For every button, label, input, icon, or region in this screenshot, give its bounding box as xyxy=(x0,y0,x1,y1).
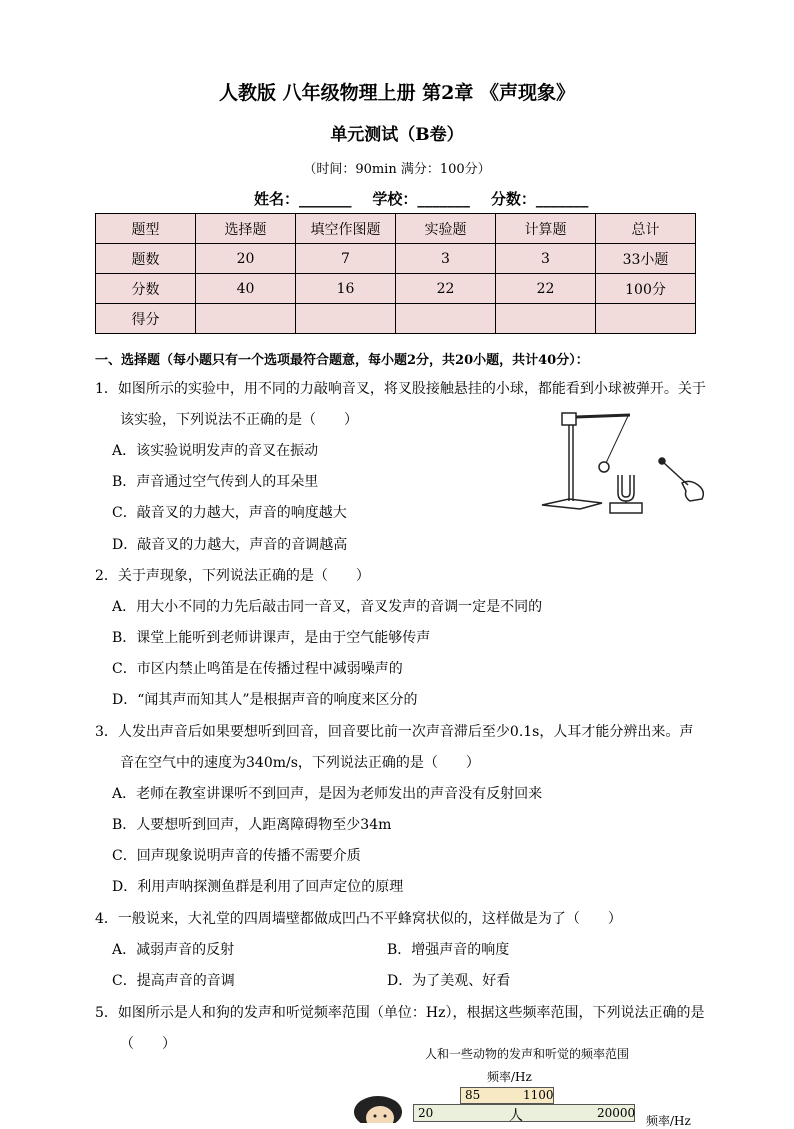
tuning-fork-figure xyxy=(540,405,710,520)
question-5-stem-cont: （ ） xyxy=(120,1036,176,1052)
score-input-cell[interactable] xyxy=(596,304,696,334)
table-row xyxy=(96,244,696,274)
stand-base xyxy=(542,499,602,509)
table-cell: 计算题 xyxy=(496,214,596,244)
hearing-low: 20 xyxy=(418,1106,434,1120)
question-1-stem-cont: 该实验，下列说法不正确的是（ ） xyxy=(120,412,358,428)
q2-option-b[interactable]: B．课堂上能听到老师讲课声，是由于空气能够传声 xyxy=(112,630,431,646)
table-cell: 22 xyxy=(396,274,496,304)
q4-option-c[interactable]: C．提高声音的音调 xyxy=(112,973,235,989)
human-face-icon xyxy=(350,1090,406,1123)
hearing-high: 20000 xyxy=(597,1106,636,1120)
section-heading: 一、选择题（每小题只有一个选项最符合题意，每小题2分，共20小题，共计40分）： xyxy=(95,353,589,368)
frequency-axis-label: 频率/Hz xyxy=(487,1070,532,1084)
q1-option-c[interactable]: C．敲音叉的力越大，声音的响度越大 xyxy=(112,505,347,521)
school-field[interactable]: 学校：_______ xyxy=(372,190,470,208)
table-cell: 总计 xyxy=(596,214,696,244)
table-cell: 题数 xyxy=(96,244,196,274)
q4-option-d[interactable]: D．为了美观、好看 xyxy=(387,973,511,989)
q1-option-b[interactable]: B．声音通过空气传到人的耳朵里 xyxy=(112,474,319,490)
student-info xyxy=(254,188,588,209)
page-subtitle: 单元测试（B卷） xyxy=(330,125,464,145)
q2-option-a[interactable]: A．用大小不同的力先后敲击同一音叉，音叉发声的音调一定是不同的 xyxy=(112,599,543,615)
table-cell: 得分 xyxy=(96,304,196,334)
voice-low: 85 xyxy=(465,1088,481,1102)
question-5-stem: 5．如图所示是人和狗的发声和听觉频率范围（单位：Hz），根据这些频率范围，下列说法正确的是 xyxy=(95,1005,705,1021)
ball xyxy=(599,462,609,472)
q3-option-a[interactable]: A．老师在教室讲课听不到回声，是因为老师发出的声音没有反射回来 xyxy=(112,786,543,802)
table-cell: 40 xyxy=(196,274,296,304)
q4-option-b[interactable]: B．增强声音的响度 xyxy=(387,942,510,958)
q3-option-d[interactable]: D．利用声呐探测鱼群是利用了回声定位的原理 xyxy=(112,879,404,895)
q4-option-a[interactable]: A．减弱声音的反射 xyxy=(112,942,235,958)
question-1-stem: 1．如图所示的实验中，用不同的力敲响音叉，将叉股接触悬挂的小球，都能看到小球被弹开。关于 xyxy=(95,381,706,397)
q2-option-c[interactable]: C．市区内禁止鸣笛是在传播过程中减弱噪声的 xyxy=(112,661,403,677)
name-field[interactable]: 姓名：_______ xyxy=(254,190,352,208)
frequency-figure-title: 人和一些动物的发声和听觉的频率范围 xyxy=(425,1047,630,1061)
score-table xyxy=(95,213,696,334)
stand-arm xyxy=(576,415,630,417)
time-info: （时间：90min 满分：100分） xyxy=(303,162,491,177)
table-cell: 7 xyxy=(296,244,396,274)
question-4-stem: 4．一般说来，大礼堂的四周墙壁都做成凹凸不平蜂窝状似的，这样做是为了（ ） xyxy=(95,911,622,927)
table-cell: 16 xyxy=(296,274,396,304)
voice-high: 1100 xyxy=(523,1088,554,1102)
score-input-cell[interactable] xyxy=(196,304,296,334)
question-3-stem: 3．人发出声音后如果要想听到回音，回音要比前一次声音滞后至少0.1s，人耳才能分辨出来。声 xyxy=(95,724,694,740)
table-cell: 33小题 xyxy=(596,244,696,274)
table-cell: 20 xyxy=(196,244,296,274)
q2-option-d[interactable]: D．“闻其声而知其人”是根据声音的响度来区分的 xyxy=(112,692,418,708)
stand-clamp xyxy=(562,413,576,425)
score-input-cell[interactable] xyxy=(396,304,496,334)
table-cell: 实验题 xyxy=(396,214,496,244)
table-cell: 3 xyxy=(496,244,596,274)
hand xyxy=(682,481,703,501)
q3-option-b[interactable]: B．人要想听到回声，人距离障碍物至少34m xyxy=(112,817,392,833)
human-voice-range xyxy=(460,1087,554,1104)
table-cell: 100分 xyxy=(596,274,696,304)
table-cell: 分数 xyxy=(96,274,196,304)
question-3-stem-cont: 音在空气中的速度为340m/s，下列说法正确的是（ ） xyxy=(120,755,480,771)
question-2-stem: 2．关于声现象，下列说法正确的是（ ） xyxy=(95,568,370,584)
score-field[interactable]: 分数：_______ xyxy=(490,190,589,208)
table-row xyxy=(96,214,696,244)
table-cell: 填空作图题 xyxy=(296,214,396,244)
fork-base xyxy=(610,503,642,513)
table-row xyxy=(96,304,696,334)
table-cell: 题型 xyxy=(96,214,196,244)
table-row xyxy=(96,274,696,304)
q1-option-a[interactable]: A．该实验说明发声的音叉在振动 xyxy=(112,443,319,459)
score-input-cell[interactable] xyxy=(496,304,596,334)
thread xyxy=(606,416,628,463)
table-cell: 22 xyxy=(496,274,596,304)
page-title: 人教版 八年级物理上册 第2章 《声现象》 xyxy=(218,82,576,104)
human-label: 人 xyxy=(509,1108,523,1124)
score-input-cell[interactable] xyxy=(296,304,396,334)
table-cell: 3 xyxy=(396,244,496,274)
human-hearing-range xyxy=(413,1104,635,1122)
q1-option-d[interactable]: D．敲音叉的力越大，声音的音调越高 xyxy=(112,537,348,553)
q3-option-c[interactable]: C．回声现象说明声音的传播不需要介质 xyxy=(112,848,361,864)
frequency-unit-label: 频率/Hz xyxy=(646,1114,691,1128)
table-cell: 选择题 xyxy=(196,214,296,244)
